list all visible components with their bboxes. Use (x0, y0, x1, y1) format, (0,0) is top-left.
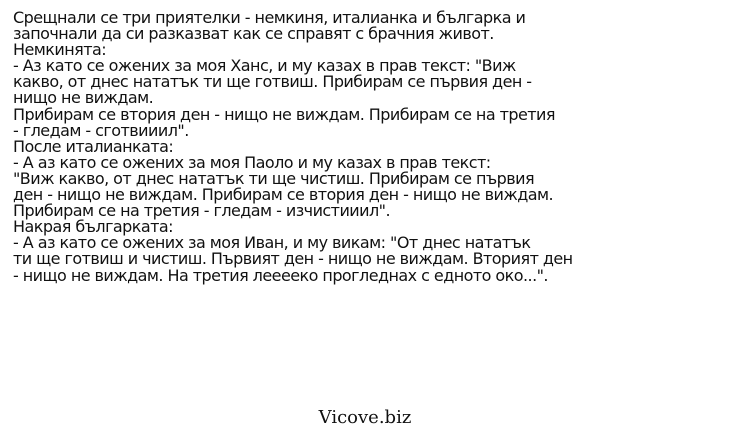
joke-line: Срещнали се три приятелки - немкиня, италианка и българка и (13, 8, 526, 27)
joke-line: Прибирам се на третия - гледам - изчистииил". (13, 201, 391, 221)
site-watermark: Vicove.biz (318, 407, 412, 428)
joke-line: Немкинята: (13, 40, 107, 60)
joke-line: нищо не виждам. (13, 88, 154, 108)
joke-line: Прибирам се втория ден - нищо не виждам. Прибирам се на третия (13, 104, 555, 124)
joke-line: "Виж какво, от днес нататък ти ще чистиш. Прибирам се първия (13, 168, 535, 188)
joke-line: - Аз като се ожених за моя Ханс, и му казах в прав текст: "Виж (13, 56, 516, 76)
joke-line: - А аз като се ожених за моя Иван, и му викам: "От днес нататък (13, 233, 531, 253)
joke-line: После италианката: (13, 136, 174, 156)
joke-line: - гледам - сготвииил". (13, 120, 189, 140)
joke-line: - А аз като се ожених за моя Паоло и му казах в прав текст: (13, 152, 491, 172)
joke-line: Накрая българката: (13, 217, 174, 237)
joke-text (13, 10, 713, 284)
joke-line: ден - нищо не виждам. Прибирам се втория ден - нищо не виждам. (13, 185, 554, 205)
joke-line: ти ще готвиш и чистиш. Първият ден - нищо не виждам. Вторият ден (13, 249, 573, 269)
joke-line: - нищо не виждам. На третия леееекo прогледнах с едното око...". (13, 265, 548, 285)
joke-line: какво, от днес нататък ти ще готвиш. Прибирам се първия ден - (13, 72, 532, 92)
joke-line: започнали да си разказват как се справят с брачния живот. (13, 24, 494, 44)
